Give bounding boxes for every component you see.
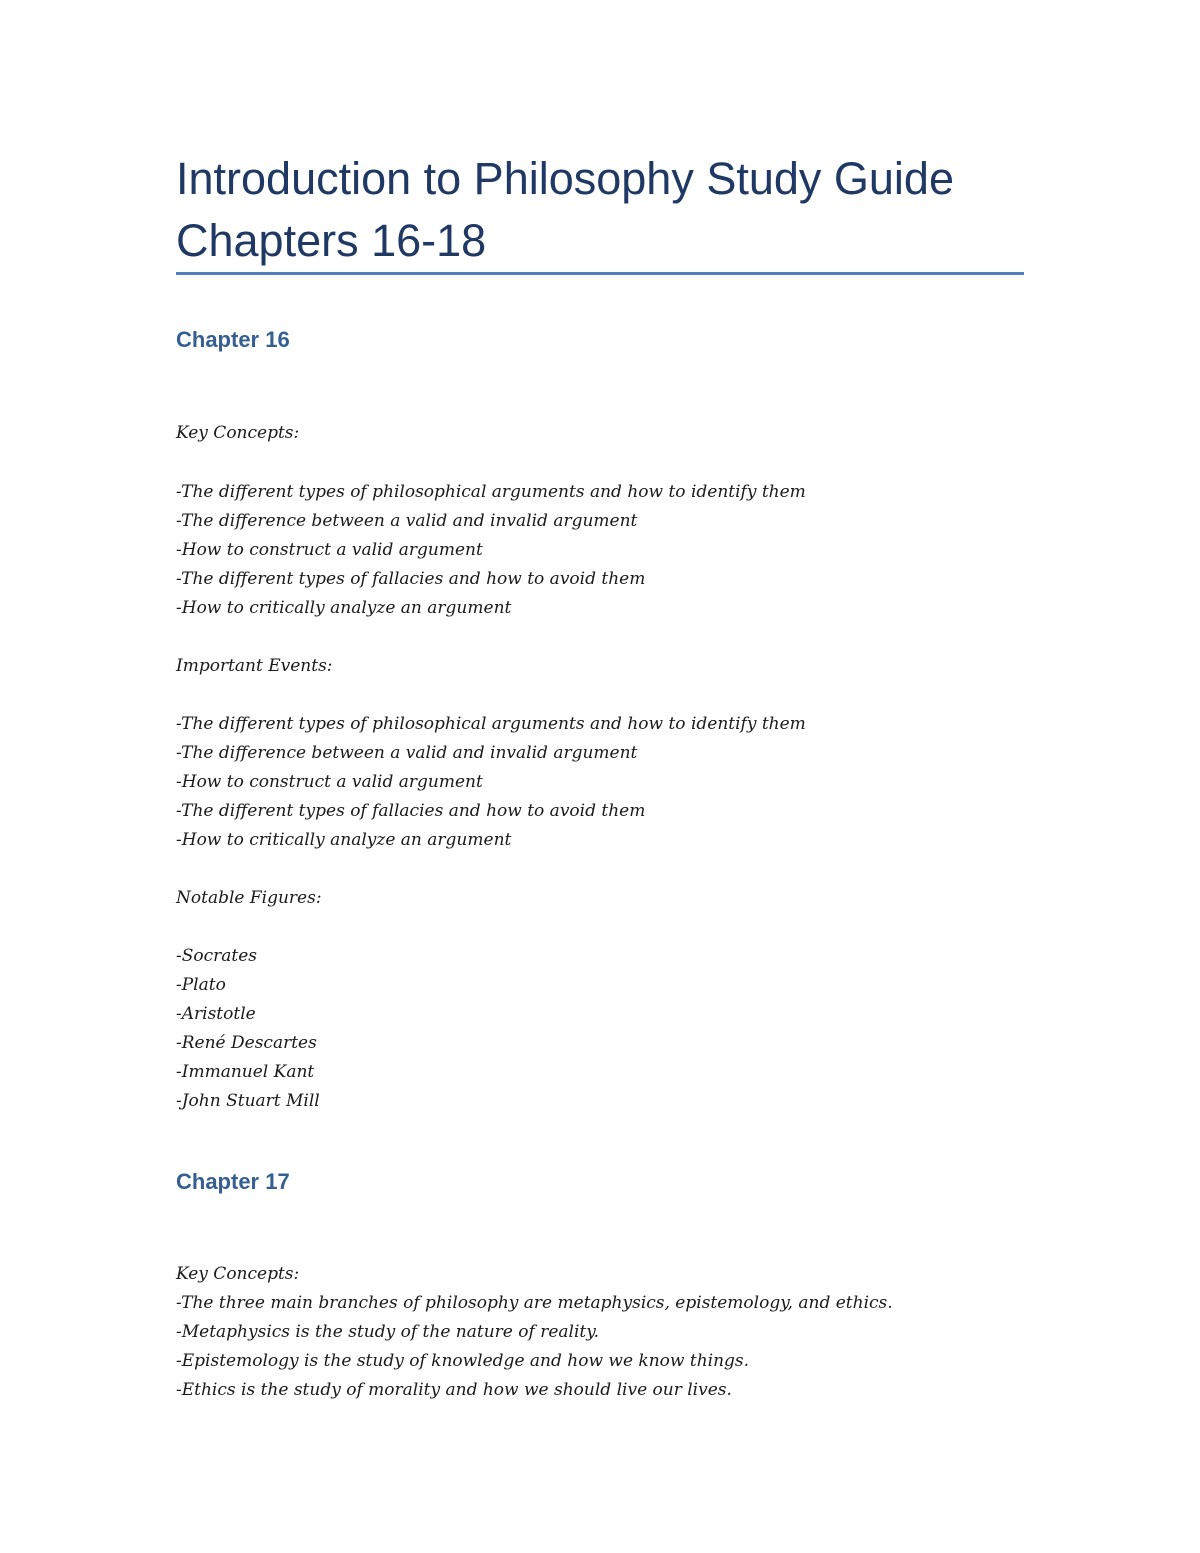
ch16-notable-figure-item: -John Stuart Mill [176,1091,320,1111]
title-underline-rule [176,272,1024,275]
ch16-key-concept-item: -The different types of philosophical arguments and how to identify them [176,482,806,502]
ch16-important-event-item: -How to construct a valid argument [176,772,483,792]
ch16-key-concept-item: -The different types of fallacies and how to avoid them [176,569,646,589]
ch17-key-concepts-label: Key Concepts: [176,1264,300,1284]
ch16-important-event-item: -The different types of fallacies and how to avoid them [176,801,646,821]
title-line-1: Introduction to Philosophy Study Guide [176,153,954,204]
ch16-notable-figures-label: Notable Figures: [176,888,322,908]
ch16-notable-figure-item: -Immanuel Kant [176,1062,315,1082]
ch16-key-concepts-label: Key Concepts: [176,423,300,443]
ch17-key-concept-item: -Metaphysics is the study of the nature of reality. [176,1322,599,1342]
ch17-key-concept-item: -Ethics is the study of morality and how we should live our lives. [176,1380,732,1400]
document-title [176,148,1056,272]
chapter-16-heading: Chapter 16 [176,327,290,352]
ch16-key-concept-item: -How to construct a valid argument [176,540,483,560]
ch16-important-event-item: -The different types of philosophical arguments and how to identify them [176,714,806,734]
ch17-key-concept-item: -The three main branches of philosophy are metaphysics, epistemology, and ethics. [176,1293,893,1313]
ch16-notable-figure-item: -René Descartes [176,1033,317,1053]
ch16-notable-figure-item: -Aristotle [176,1004,256,1024]
ch16-key-concept-item: -The difference between a valid and invalid argument [176,511,638,531]
ch16-notable-figure-item: -Socrates [176,946,258,966]
ch16-important-events-label: Important Events: [176,656,333,676]
ch16-important-event-item: -How to critically analyze an argument [176,830,512,850]
title-line-2: Chapters 16-18 [176,215,487,266]
ch16-notable-figure-item: -Plato [176,975,226,995]
chapter-17-heading: Chapter 17 [176,1169,290,1194]
ch17-key-concept-item: -Epistemology is the study of knowledge and how we know things. [176,1351,750,1371]
ch16-important-event-item: -The difference between a valid and invalid argument [176,743,638,763]
ch16-key-concept-item: -How to critically analyze an argument [176,598,512,618]
